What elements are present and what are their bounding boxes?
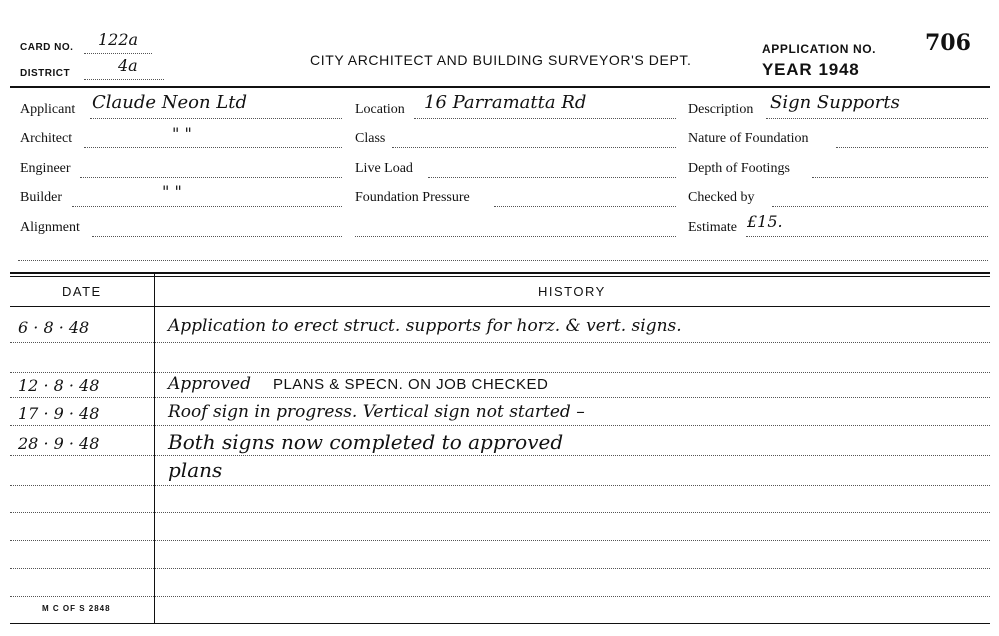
description-label: Description [688, 102, 754, 117]
class-label: Class [355, 131, 386, 146]
district-line [84, 79, 164, 80]
ruled-line [10, 596, 990, 597]
class-line [392, 147, 676, 148]
ruled-line [10, 372, 990, 373]
estimate-line [746, 236, 988, 237]
alignment-label: Alignment [20, 220, 80, 235]
builder-line [72, 206, 342, 207]
form-number: M C OF S 2848 [42, 604, 111, 613]
ruled-line [10, 342, 990, 343]
ruled-line [10, 540, 990, 541]
checked-by-line [772, 206, 988, 207]
engineer-line [80, 177, 342, 178]
ruled-line [10, 485, 990, 486]
location-value: 16 Parramatta Rd [424, 92, 587, 113]
location-label: Location [355, 102, 405, 117]
year-value: 1948 [818, 60, 860, 79]
foundation-pressure-label: Foundation Pressure [355, 190, 470, 205]
applicant-label: Applicant [20, 102, 76, 117]
history-entry-text: Approved [168, 374, 251, 394]
foundation-pressure-line [494, 206, 676, 207]
location-line [414, 118, 676, 119]
architect-value: " " [172, 124, 192, 143]
applicant-value: Claude Neon Ltd [92, 92, 248, 113]
ruled-line [10, 568, 990, 569]
description-value: Sign Supports [770, 92, 900, 113]
district-value: 4a [118, 56, 138, 75]
history-date: 17 · 9 · 48 [18, 404, 100, 423]
ruled-line [10, 397, 990, 398]
depth-of-footings-line [812, 177, 988, 178]
checked-stamp: PLANS & SPECN. ON JOB CHECKED [272, 376, 549, 393]
header-divider [10, 86, 990, 88]
table-top-border-inner [10, 276, 990, 277]
date-column-divider [154, 274, 155, 624]
history-column-header: HISTORY [538, 284, 606, 299]
year-field [762, 60, 859, 80]
checked-by-label: Checked by [688, 190, 755, 205]
history-entry: plans [168, 458, 223, 482]
history-date: 28 · 9 · 48 [18, 434, 100, 453]
builder-label: Builder [20, 190, 62, 205]
architect-line [84, 147, 342, 148]
col2-blank-line [355, 236, 676, 237]
architect-label: Architect [20, 131, 73, 146]
history-entry [168, 374, 548, 394]
table-bottom-border [10, 623, 990, 624]
history-date: 6 · 8 · 48 [18, 318, 90, 337]
history-entry: Application to erect struct. supports for horz. & vert. signs. [168, 316, 682, 336]
applicant-line [90, 118, 342, 119]
live-load-label: Live Load [355, 161, 413, 176]
card-number-line [84, 53, 152, 54]
card-number-value: 122a [98, 30, 139, 49]
nature-of-foundation-line [836, 147, 988, 148]
alignment-line [92, 236, 342, 237]
builder-value: " " [162, 182, 182, 201]
engineer-label: Engineer [20, 161, 71, 176]
application-number-value: 706 [925, 30, 971, 56]
district-label: DISTRICT [20, 68, 71, 79]
application-number-label: APPLICATION NO. [762, 42, 877, 56]
table-header-divider [10, 306, 990, 307]
depth-of-footings-label: Depth of Footings [688, 161, 790, 176]
history-date: 12 · 8 · 48 [18, 376, 100, 395]
table-top-border [10, 272, 990, 274]
department-title: CITY ARCHITECT AND BUILDING SURVEYOR'S DEPT. [310, 52, 692, 68]
card-number-label: CARD NO. [20, 42, 74, 53]
fields-bottom-line [18, 260, 988, 261]
ruled-line [10, 512, 990, 513]
ruled-line [10, 425, 990, 426]
year-label: YEAR [762, 60, 813, 79]
estimate-label: Estimate [688, 220, 737, 235]
date-column-header: DATE [62, 284, 102, 299]
history-entry: Roof sign in progress. Vertical sign not started – [168, 402, 585, 422]
nature-of-foundation-label: Nature of Foundation [688, 131, 809, 146]
ruled-line [10, 455, 990, 456]
description-line [766, 118, 988, 119]
history-entry: Both signs now completed to approved [168, 430, 564, 454]
live-load-line [428, 177, 676, 178]
estimate-value: £15. [747, 212, 783, 231]
